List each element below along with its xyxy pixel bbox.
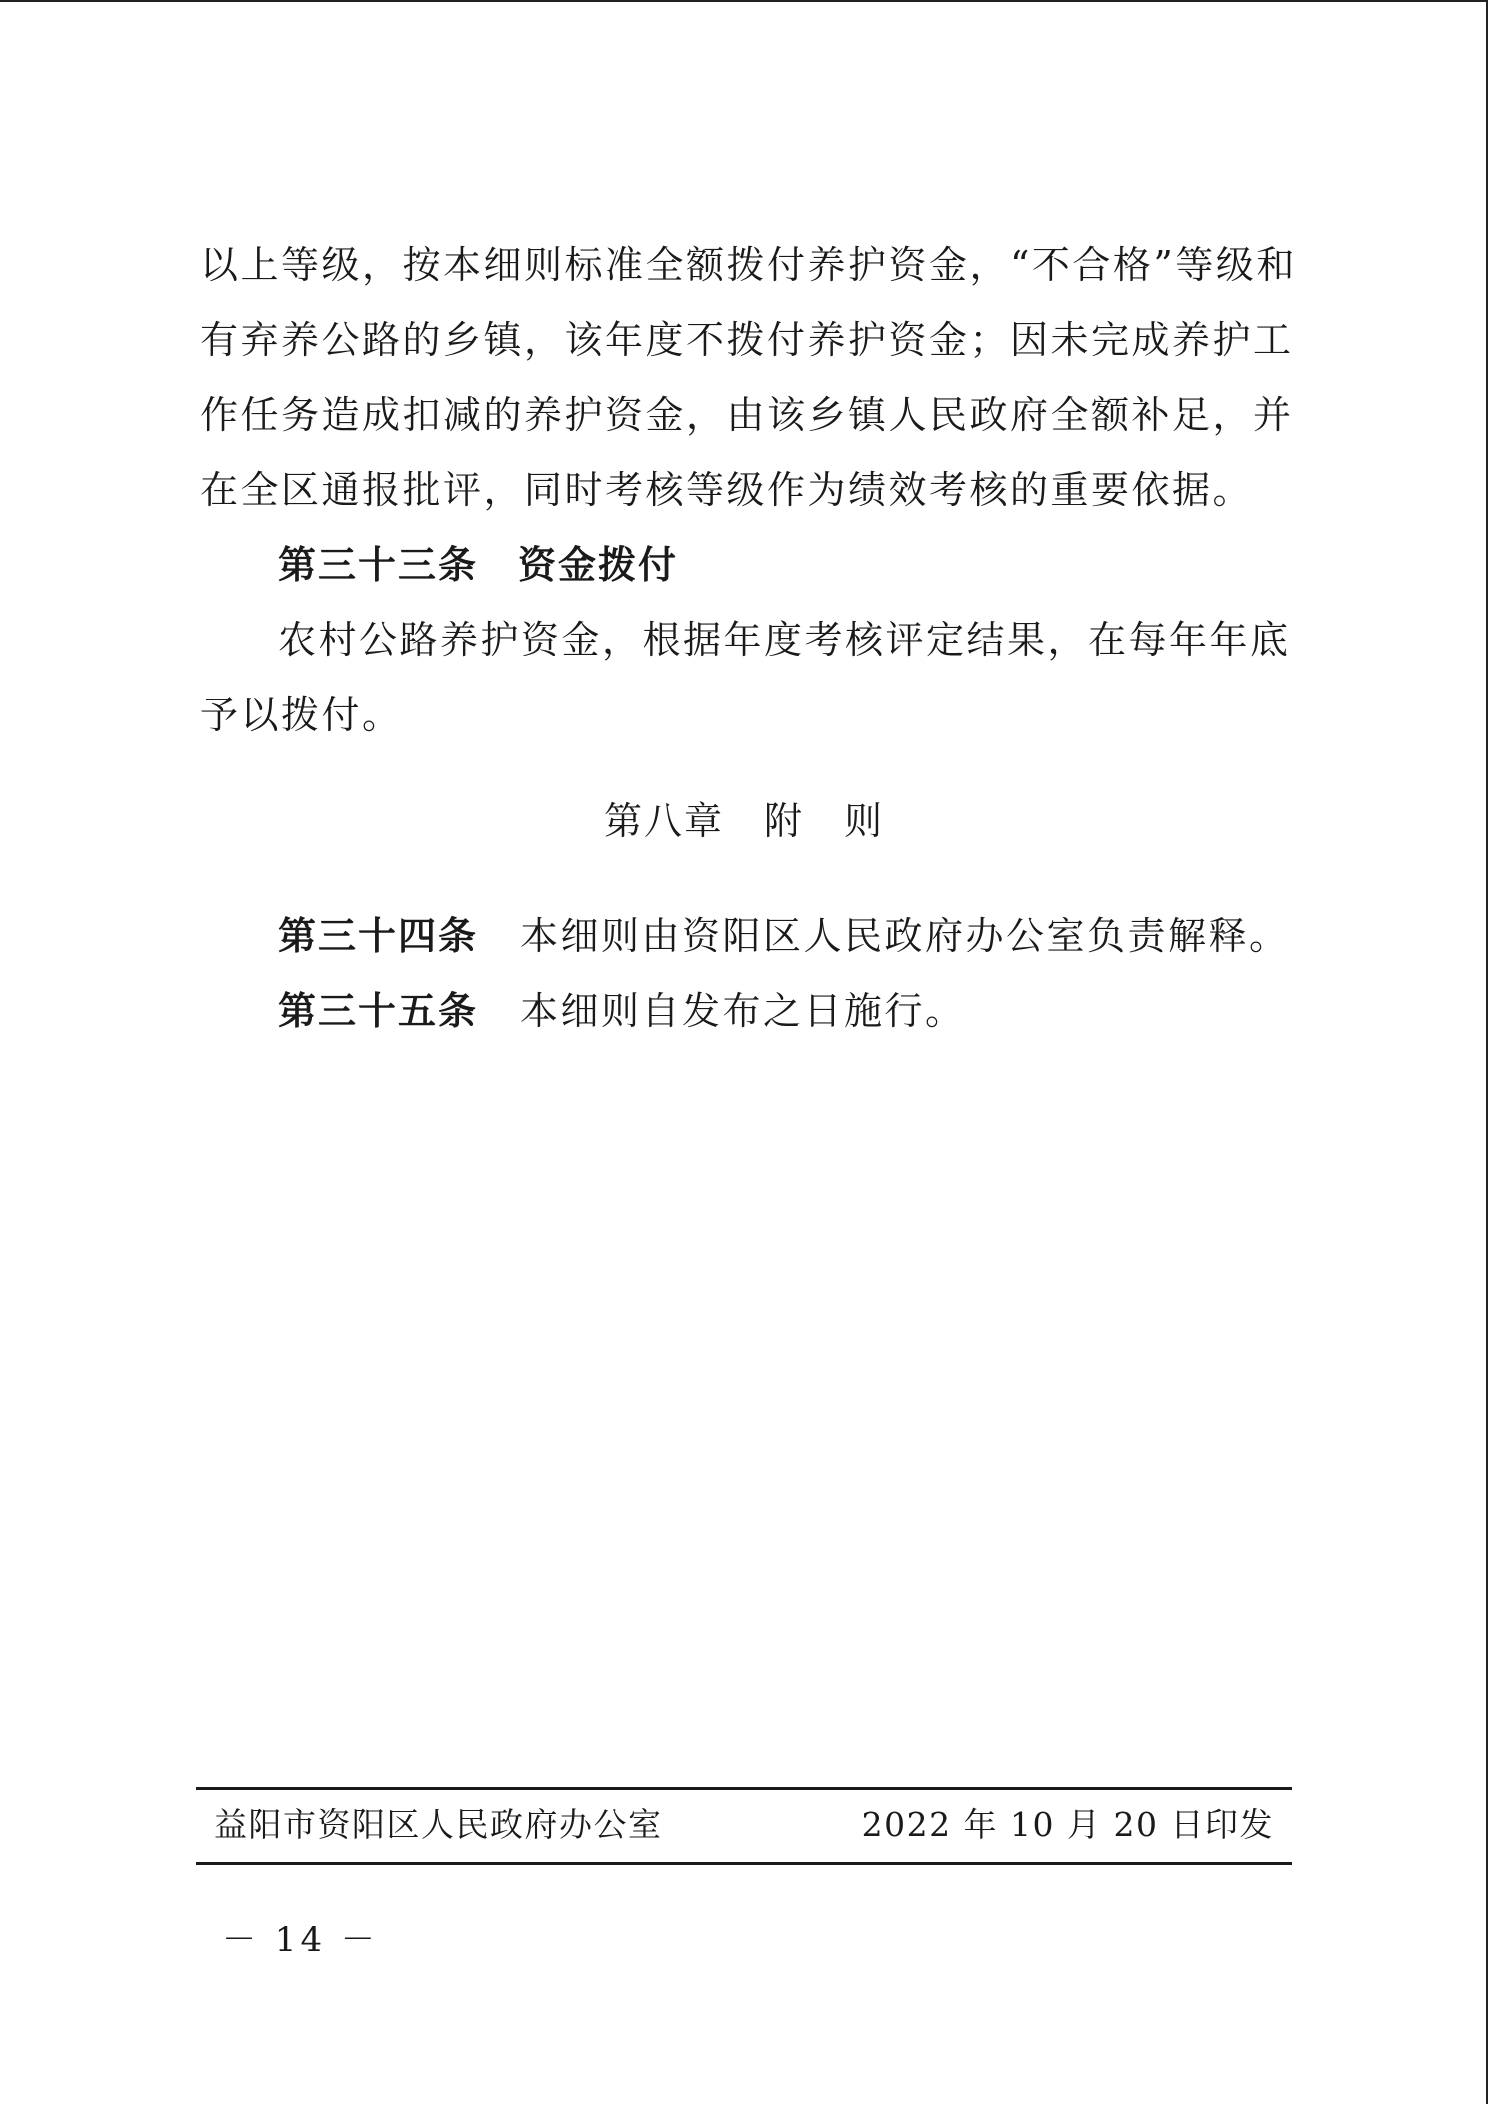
article-33-line-2: 予以拨付。 — [200, 693, 403, 737]
article-34 — [200, 899, 1288, 974]
article-35-text: 本细则自发布之日施行。 — [520, 989, 966, 1033]
footer-rule-top — [196, 1787, 1292, 1790]
chapter-8-title: 第八章 附 则 — [603, 799, 884, 843]
body-line-1: 以上等级，按本细则标准全额拨付养护资金，“不合格”等级和 — [200, 243, 1297, 287]
footer-rule-bottom — [196, 1862, 1292, 1865]
article-34-number: 第三十四条 — [278, 914, 479, 958]
body-line-4: 在全区通报批评，同时考核等级作为绩效考核的重要依据。 — [200, 468, 1254, 512]
chapter-8-articles — [200, 899, 1288, 1049]
article-33-heading: 第三十三条 资金拨付 — [278, 543, 679, 587]
body-line-2: 有弃养公路的乡镇，该年度不拨付养护资金；因未完成养护工 — [200, 318, 1294, 362]
article-35 — [200, 974, 1288, 1049]
document-body — [200, 228, 1297, 753]
footer-issuer: 益阳市资阳区人民政府办公室 — [214, 1805, 663, 1844]
page-top-border — [0, 0, 1488, 2]
footer-issue-date: 2022 年 10 月 20 日印发 — [861, 1805, 1274, 1844]
article-34-text: 本细则由资阳区人民政府办公室负责解释。 — [520, 914, 1290, 958]
body-line-3: 作任务造成扣减的养护资金，由该乡镇人民政府全额补足，并 — [200, 393, 1294, 437]
article-35-number: 第三十五条 — [278, 989, 479, 1033]
page-number: － 14 － — [222, 1920, 379, 1960]
article-33-line-1: 农村公路养护资金，根据年度考核评定结果，在每年年底 — [278, 618, 1291, 662]
